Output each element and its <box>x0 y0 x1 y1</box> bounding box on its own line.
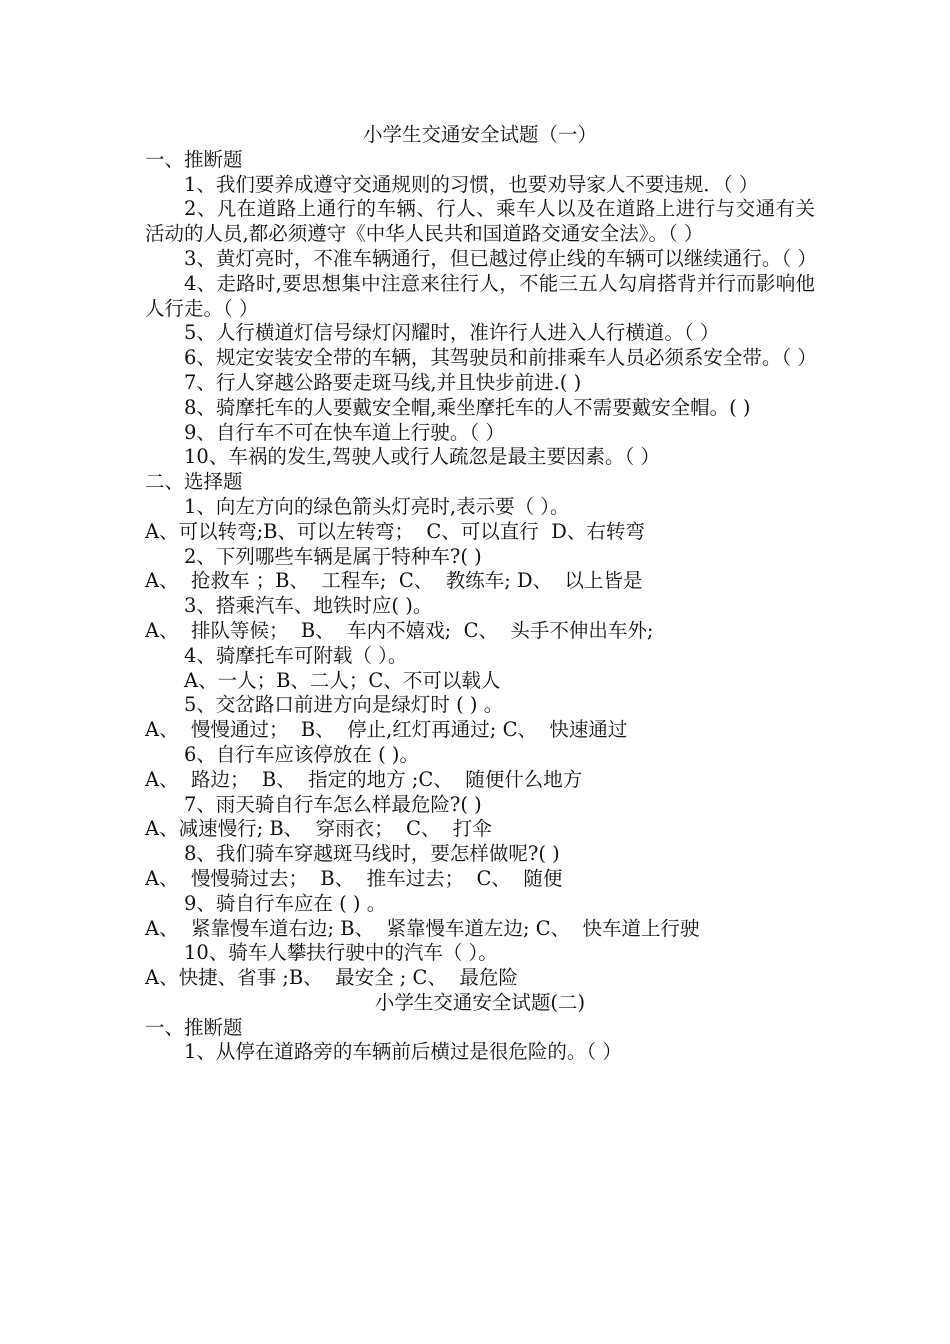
test2-judgment-list <box>145 1040 815 1065</box>
choice-question: 9、骑自行车应在 ( ) 。 <box>184 891 387 915</box>
choice-question: 4、骑摩托车可附载（ ）。 <box>184 643 408 667</box>
test1-choice-list <box>145 495 815 991</box>
judgment-question: 1、我们要养成遵守交通规则的习惯，也要劝导家人不要违规．（ ） <box>184 172 759 196</box>
choice-question: 6、自行车应该停放在 ( )。 <box>184 742 420 766</box>
choice-question: 3、搭乘汽车、地铁时应( )。 <box>184 594 433 618</box>
judgment-question: 9、自行车不可在快车道上行驶。（ ） <box>184 420 505 444</box>
test2-title: 小学生交通安全试题(二) <box>374 990 586 1014</box>
judgment-question: 6、规定安装安全带的车辆，其驾驶员和前排乘车人员必须系安全带。（ ） <box>184 346 817 370</box>
choice-question: 2、下列哪些车辆是属于特种车?( ) <box>184 544 482 568</box>
choice-question: 7、雨天骑自行车怎么样最危险?( ) <box>184 792 482 816</box>
test1-judgment-list <box>145 173 815 471</box>
choice-options: A、一人；B、二人；C、不可以载人 <box>184 668 501 692</box>
judgment-question: 3、黄灯亮时，不准车辆通行，但已越过停止线的车辆可以继续通行。（ ） <box>184 246 817 270</box>
choice-options: A、 慢慢骑过去； B、 推车过去； C、 随便 <box>145 866 563 890</box>
choice-options: A、 路边； B、 指定的地方 ;C、 随便什么地方 <box>145 767 583 791</box>
choice-options: A、减速慢行; B、 穿雨衣； C、 打伞 <box>145 817 492 841</box>
judgment-question: 2、凡在道路上通行的车辆、行人、乘车人以及在道路上进行与交通有关活动的人员,都必须遵守《中华人民共和国道路交通安全法》。（ ） <box>145 197 815 246</box>
choice-options: A、 紧靠慢车道右边; B、 紧靠慢车道左边; C、 快车道上行驶 <box>145 916 700 940</box>
judgment-question: 5、人行横道灯信号绿灯闪耀时，准许行人进入人行横道。（ ） <box>184 321 720 345</box>
choice-options: A、可以转弯;B、可以左转弯； C、可以直行 D、右转弯 <box>145 519 645 543</box>
judgment-question: 8、骑摩托车的人要戴安全帽,乘坐摩托车的人不需要戴安全帽。( ) <box>184 395 751 419</box>
choice-options: A、 排队等候； B、 车内不嬉戏; C、 头手不伸出车外; <box>145 618 654 642</box>
choice-question: 10、骑车人攀扶行驶中的汽车（ ）。 <box>184 941 498 965</box>
choice-question: 5、交岔路口前进方向是绿灯时 ( ) 。 <box>184 693 504 717</box>
choice-options: A、快捷、省事 ;B、 最安全 ; C、 最危险 <box>145 966 518 990</box>
test1-title: 小学生交通安全试题（一） <box>362 123 597 146</box>
judgment-question: 10、车祸的发生,驾驶人或行人疏忽是最主要因素。（ ） <box>184 445 660 469</box>
judgment-question: 7、行人穿越公路要走斑马线,并且快步前进.( ) <box>184 370 582 394</box>
judgment-question: 4、走路时,要思想集中注意来往行人，不能三五人勾肩搭背并行而影响他人行走。（ ） <box>145 271 815 320</box>
test1-section1-heading: 一、推断题 <box>145 147 243 171</box>
judgment-question: 1、从停在道路旁的车辆前后横过是很危险的。（ ） <box>184 1040 622 1064</box>
test2-section1-heading: 一、推断题 <box>145 1015 243 1039</box>
choice-options: A、 慢慢通过； B、 停止,红灯再通过; C、 快速通过 <box>145 718 628 742</box>
test1-section2-heading: 二、选择题 <box>145 470 243 494</box>
choice-question: 8、我们骑车穿越斑马线时，要怎样做呢?( ) <box>184 842 560 866</box>
document-page <box>145 123 815 1065</box>
choice-question: 1、向左方向的绿色箭头灯亮时,表示要（ ）。 <box>184 494 570 518</box>
choice-options: A、 抢救车 ；B、 工程车; C、 教练车; D、 以上皆是 <box>145 569 643 593</box>
